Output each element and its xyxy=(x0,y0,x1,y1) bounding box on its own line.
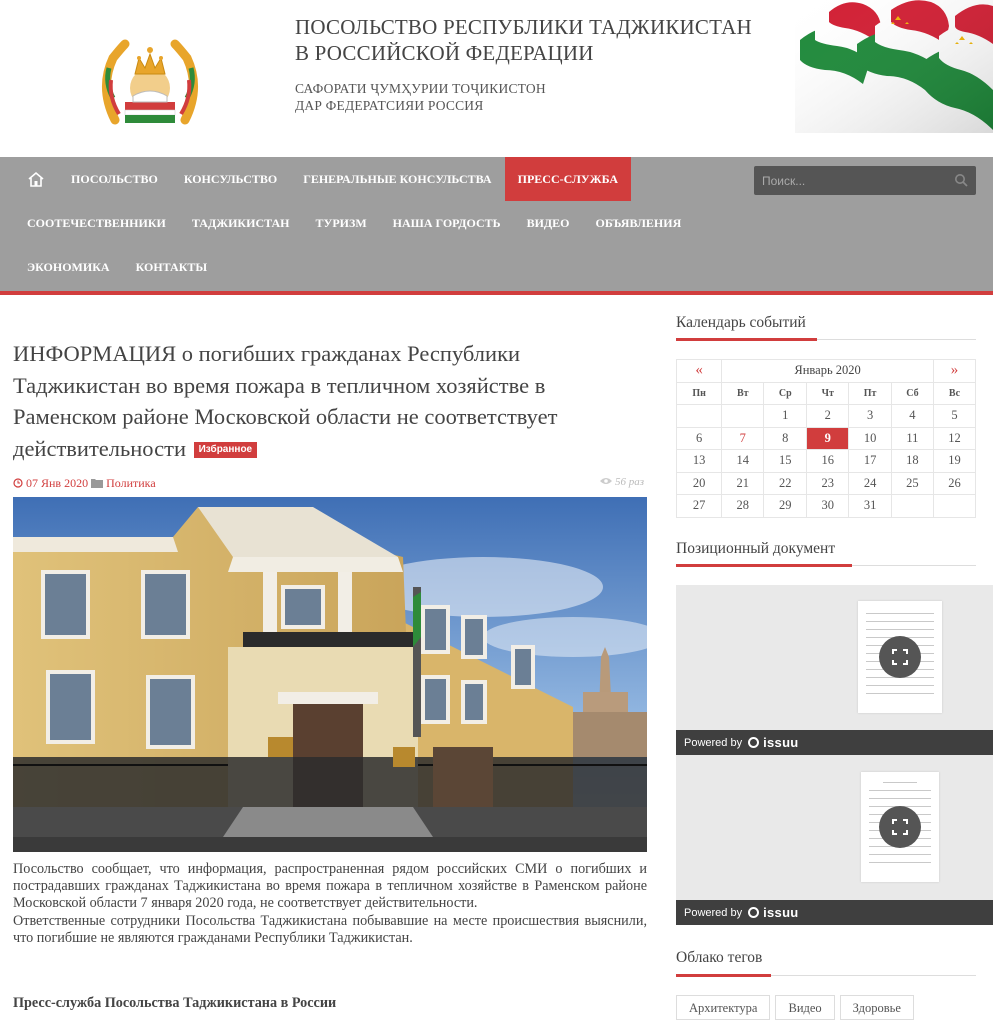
calendar-empty-cell xyxy=(722,405,764,428)
calendar-day[interactable]: 30 xyxy=(807,495,849,518)
search-box xyxy=(754,166,976,195)
eye-icon xyxy=(600,477,612,485)
embassy-building-photo xyxy=(13,497,647,852)
tag-cloud xyxy=(676,995,914,1020)
calendar-weekday: Ср xyxy=(764,382,807,405)
calendar-day[interactable]: 7 xyxy=(722,427,764,450)
calendar-day[interactable]: 10 xyxy=(849,427,892,450)
issuu-brand: issuu xyxy=(763,905,799,920)
calendar-weekday: Чт xyxy=(807,382,849,405)
calendar-weekday: Вс xyxy=(933,382,975,405)
site-subtitle xyxy=(295,80,546,114)
calendar-day[interactable]: 11 xyxy=(891,427,933,450)
calendar-day[interactable]: 17 xyxy=(849,450,892,473)
nav-item-tourism[interactable]: ТУРИЗМ xyxy=(315,216,367,230)
calendar-days xyxy=(677,405,976,518)
main-navigation xyxy=(0,157,993,295)
calendar-widget-title: Календарь событий xyxy=(676,314,806,331)
tajikistan-coat-of-arms-icon[interactable] xyxy=(95,28,205,134)
calendar-week-row xyxy=(677,405,976,428)
tags-widget-rule xyxy=(676,975,976,976)
issuu-powered-bar[interactable] xyxy=(676,900,993,925)
position-doc-widget-rule xyxy=(676,565,976,566)
nav-item-contacts[interactable]: КОНТАКТЫ xyxy=(135,260,208,274)
article-title xyxy=(13,338,647,464)
calendar-day[interactable]: 1 xyxy=(764,405,807,428)
calendar-day[interactable]: 4 xyxy=(891,405,933,428)
calendar-day[interactable]: 18 xyxy=(891,450,933,473)
calendar-day[interactable]: 12 xyxy=(933,427,975,450)
tag-health[interactable]: Здоровье xyxy=(840,995,914,1020)
site-title-line2: В РОССИЙСКОЙ ФЕДЕРАЦИИ xyxy=(295,41,594,65)
nav-row-2 xyxy=(14,201,694,245)
calendar-empty-cell xyxy=(891,495,933,518)
issuu-embed-1[interactable] xyxy=(676,585,993,755)
home-icon[interactable] xyxy=(14,157,58,201)
tag-video[interactable]: Видео xyxy=(775,995,834,1020)
calendar-day[interactable]: 6 xyxy=(677,427,722,450)
position-doc-widget-accent xyxy=(676,564,852,567)
calendar-day[interactable]: 29 xyxy=(764,495,807,518)
calendar-weekday: Пн xyxy=(677,382,722,405)
site-subtitle-line2: ДАР ФЕДЕРАТСИЯИ РОССИЯ xyxy=(295,98,484,113)
calendar-day[interactable]: 23 xyxy=(807,472,849,495)
article-meta xyxy=(13,476,647,492)
calendar-weekday: Пт xyxy=(849,382,892,405)
article-views-count: 56 раз xyxy=(614,476,644,488)
calendar-day[interactable]: 22 xyxy=(764,472,807,495)
article-signature: Пресс-служба Посольства Таджикистана в России xyxy=(13,995,337,1011)
nav-item-video[interactable]: ВИДЕО xyxy=(526,216,570,230)
issuu-logo-icon xyxy=(748,737,759,748)
site-title xyxy=(295,14,752,66)
nav-row-3 xyxy=(14,245,220,289)
nav-item-announcements[interactable]: ОБЪЯВЛЕНИЯ xyxy=(595,216,682,230)
calendar-caption-row xyxy=(677,360,976,383)
tag-architecture[interactable]: Архитектура xyxy=(676,995,770,1020)
calendar-day[interactable]: 31 xyxy=(849,495,892,518)
tajikistan-flag-icon xyxy=(795,0,993,133)
events-calendar xyxy=(676,359,976,518)
tags-widget-title: Облако тегов xyxy=(676,949,763,966)
calendar-weekday-row xyxy=(677,382,976,405)
calendar-day[interactable]: 20 xyxy=(677,472,722,495)
calendar-empty-cell xyxy=(933,495,975,518)
nav-row-1 xyxy=(14,157,631,201)
site-header xyxy=(0,0,993,157)
issuu-embed-2[interactable] xyxy=(676,755,993,925)
calendar-weekday: Вт xyxy=(722,382,764,405)
calendar-week-row xyxy=(677,472,976,495)
calendar-widget-accent xyxy=(676,338,817,341)
article-body xyxy=(13,861,647,947)
article-title-text: ИНФОРМАЦИЯ о погибших гражданах Республики Таджикистан во время пожара в тепличном хозяйстве в Раменском районе Московской области не соответствует действительности xyxy=(13,341,558,461)
fullscreen-icon[interactable] xyxy=(879,636,921,678)
calendar-prev-button[interactable]: « xyxy=(677,360,722,383)
position-doc-widget-title: Позиционный документ xyxy=(676,540,836,557)
nav-item-press-service[interactable]: ПРЕСС-СЛУЖБА xyxy=(505,157,631,201)
fullscreen-icon[interactable] xyxy=(879,806,921,848)
nav-item-embassy[interactable]: ПОСОЛЬСТВО xyxy=(71,172,158,186)
nav-item-tajikistan[interactable]: ТАДЖИКИСТАН xyxy=(191,216,290,230)
issuu-powered-label: Powered by xyxy=(684,906,743,919)
article-header xyxy=(13,338,647,464)
issuu-powered-bar[interactable] xyxy=(676,730,993,755)
calendar-next-button[interactable]: » xyxy=(933,360,975,383)
article-date[interactable]: 07 Янв 2020 xyxy=(26,476,89,490)
featured-badge: Избранное xyxy=(194,442,258,458)
tags-widget-accent xyxy=(676,974,771,977)
calendar-day[interactable]: 15 xyxy=(764,450,807,473)
search-icon[interactable] xyxy=(954,173,968,187)
site-title-line1: ПОСОЛЬСТВО РЕСПУБЛИКИ ТАДЖИКИСТАН xyxy=(295,15,752,39)
nav-item-compatriots[interactable]: СООТЕЧЕСТВЕННИКИ xyxy=(27,216,166,230)
article-paragraph-2: Ответственные сотрудники Посольства Таджикистана побывавшие на месте происшествия выяснили, что погибшие не являются гражданами Республики Таджикистан. xyxy=(13,912,647,946)
issuu-powered-label: Powered by xyxy=(684,736,743,749)
calendar-week-row xyxy=(677,450,976,473)
calendar-day[interactable]: 26 xyxy=(933,472,975,495)
folder-icon xyxy=(91,478,103,488)
calendar-day[interactable]: 3 xyxy=(849,405,892,428)
calendar-widget-rule xyxy=(676,339,976,340)
calendar-month-label: Январь 2020 xyxy=(722,360,934,383)
calendar-day[interactable]: 24 xyxy=(849,472,892,495)
site-subtitle-line1: САФОРАТИ ҶУМҲУРИИ ТОҶИКИСТОН xyxy=(295,81,546,96)
calendar-weekday: Сб xyxy=(891,382,933,405)
calendar-day[interactable]: 27 xyxy=(677,495,722,518)
calendar-day[interactable]: 25 xyxy=(891,472,933,495)
article-views xyxy=(600,476,644,488)
nav-item-general-consulates[interactable]: ГЕНЕРАЛЬНЫЕ КОНСУЛЬСТВА xyxy=(303,172,492,186)
calendar-week-row xyxy=(677,495,976,518)
article-category[interactable]: Политика xyxy=(106,476,156,490)
calendar-day[interactable]: 2 xyxy=(807,405,849,428)
calendar-empty-cell xyxy=(677,405,722,428)
search-input[interactable] xyxy=(754,166,944,195)
nav-item-our-pride[interactable]: НАША ГОРДОСТЬ xyxy=(392,216,501,230)
calendar-day[interactable]: 8 xyxy=(764,427,807,450)
issuu-logo-icon xyxy=(748,907,759,918)
calendar-day[interactable]: 19 xyxy=(933,450,975,473)
calendar-week-row xyxy=(677,427,976,450)
article-paragraph-1: Посольство сообщает, что информация, распространенная рядом российских СМИ о погибших и пострадавших гражданах Таджикистана во время пожара в тепличном хозяйстве в Раменском районе Московской области 7 января 2020 года, не соответствует действительности. xyxy=(13,861,647,912)
calendar-day[interactable]: 9 xyxy=(807,427,849,450)
clock-icon xyxy=(13,478,23,488)
nav-item-consulate[interactable]: КОНСУЛЬСТВО xyxy=(183,172,278,186)
issuu-brand: issuu xyxy=(763,735,799,750)
calendar-day[interactable]: 21 xyxy=(722,472,764,495)
calendar-day[interactable]: 14 xyxy=(722,450,764,473)
calendar-day[interactable]: 5 xyxy=(933,405,975,428)
calendar-day[interactable]: 28 xyxy=(722,495,764,518)
calendar-day[interactable]: 13 xyxy=(677,450,722,473)
nav-item-economy[interactable]: ЭКОНОМИКА xyxy=(27,260,110,274)
calendar-day[interactable]: 16 xyxy=(807,450,849,473)
